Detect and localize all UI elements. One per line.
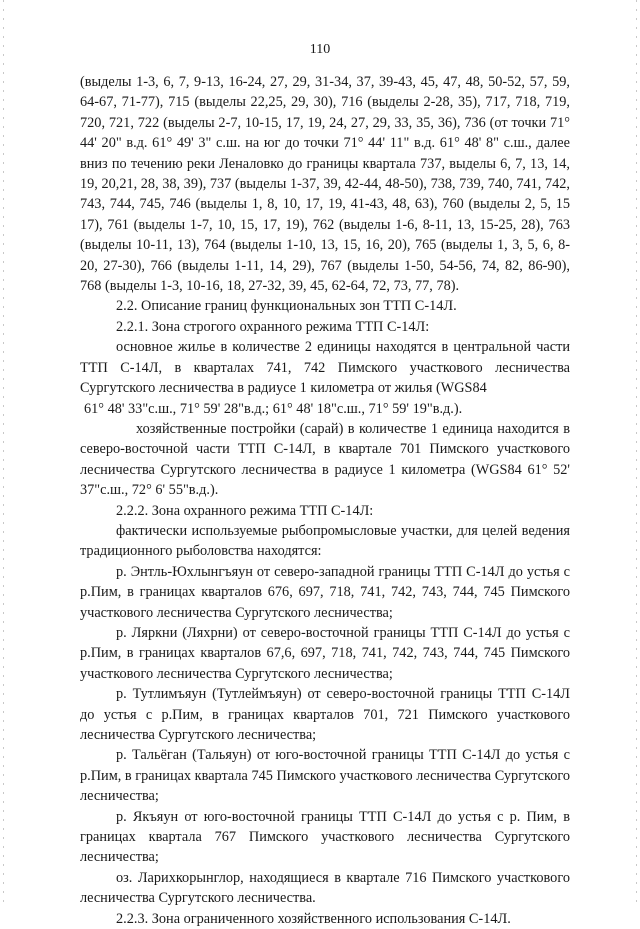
river-list-item: р. Энтль-Юхлынгъяун от северо-западной границы ТТП С-14Л до устья с р.Пим, в границах кварталов 676, 697, 718, 741, 742, 743, 744, 745 Пимского участкового лесничества Сургутского лесничества;: [80, 563, 570, 621]
section-heading-2-2: 2.2. Описание границ функциональных зон ТТП С-14Л.: [116, 298, 457, 315]
fishing-areas-intro: фактически используемые рыбопромысловые участки, для целей ведения традиционного рыболовства находятся:: [80, 522, 570, 560]
subsection-heading-2-2-3: 2.2.3. Зона ограниченного хозяйственного использования С-14Л.: [116, 910, 511, 927]
river-list-item: р. Ляркни (Ляхрни) от северо-восточной границы ТТП С-14Л до устья с р.Пим, в границах кварталов 67,6, 697, 718, 741, 742, 743, 744, 745 Пимского участкового лесничества Сургутского лесничества;: [80, 624, 570, 682]
housing-coordinates: 61° 48' 33"с.ш., 71° 59' 28"в.д.; 61° 48' 18"с.ш., 71° 59' 19"в.д.).: [84, 400, 463, 417]
forest-quarters-list-paragraph: (выделы 1-3, 6, 7, 9-13, 16-24, 27, 29, 31-34, 37, 39-43, 45, 47, 48, 50-52, 57, 59, 64-67, 71-77), 715 (выделы 22,25, 29, 30), 716 (выделы 2-28, 35), 717, 718, 719, 720, 721, 722 (выделы 2-7, 10-15, 17, 19, 24, 27, 29, 33, 35, 36), 736 (от точки 71° 44' 20" в.д. 61° 49' 3" с.ш. на юг до точки 71° 44' 11" в.д. 61° 48' 8" с.ш., далее вниз по течению реки Леналовко до границы квартала 737, выделы 6, 7, 13, 14, 19, 20,21, 28, 38, 39), 737 (выделы 1-37, 39, 42-44, 48-50), 738, 739, 740, 741, 742, 743, 744, 745, 746 (выделы 1, 8, 10, 17, 19, 41-43, 48, 63), 760 (выделы 2, 5, 15 17), 761 (выделы 1-7, 10, 15, 17, 19), 762 (выделы 1-6, 8-11, 13, 15-25, 28), 763 (выделы 10-11, 13), 764 (выделы 1-10, 13, 15, 16, 20), 765 (выделы 1, 3, 5, 6, 8-20, 27-30), 766 (выделы 1-11, 14, 29), 767 (выделы 1-50, 54-56, 74, 82, 86-90), 768 (выделы 1-3, 10-16, 18, 27-32, 39, 45, 62-64, 72, 73, 77, 78).: [80, 74, 570, 295]
document-body: [80, 72, 570, 929]
river-list-item: р. Тальёган (Тальяун) от юго-восточной границы ТТП С-14Л до устья с р.Пим, в границах квартала 745 Пимского участкового лесничества Сургутского лесничества;: [80, 747, 570, 805]
subsection-heading-2-2-1: 2.2.1. Зона строгого охранного режима ТТП С-14Л:: [116, 318, 430, 335]
subsection-heading-2-2-2: 2.2.2. Зона охранного режима ТТП С-14Л:: [116, 502, 374, 519]
river-list-item: р. Тутлимъяун (Тутлеймъяун) от северо-восточной границы ТТП С-14Л до устья с р.Пим, в границах кварталов 701, 721 Пимского участкового лесничества Сургутского лесничества;: [80, 686, 570, 743]
page-number: 110: [309, 42, 331, 57]
housing-paragraph: основное жилье в количестве 2 единицы находятся в центральной части ТТП С-14Л, в кварталах 741, 742 Пимского участкового лесничества Сургутского лесничества в радиусе 1 километра от жилья (WGS84: [80, 339, 570, 397]
scan-edge-left: [3, 0, 4, 905]
river-list-item: р. Якъяун от юго-восточной границы ТТП С-14Л до устья с р. Пим, в границах квартала 767 Пимского участкового лесничества Сургутского лесничества;: [80, 808, 570, 866]
scan-edge-right: [636, 0, 637, 905]
lake-list-item: оз. Ларихкорынглор, находящиеся в квартале 716 Пимского участкового лесничества Сургутского лесничества.: [80, 869, 570, 907]
outbuildings-paragraph: хозяйственные постройки (сарай) в количестве 1 единица находится в северо-восточной части ТТП С-14Л, в квартале 701 Пимского участкового лесничества Сургутского лесничества в радиусе 1 километра (WGS84 61° 52' 37"с.ш., 72° 6' 55"в.д.).: [80, 420, 570, 499]
